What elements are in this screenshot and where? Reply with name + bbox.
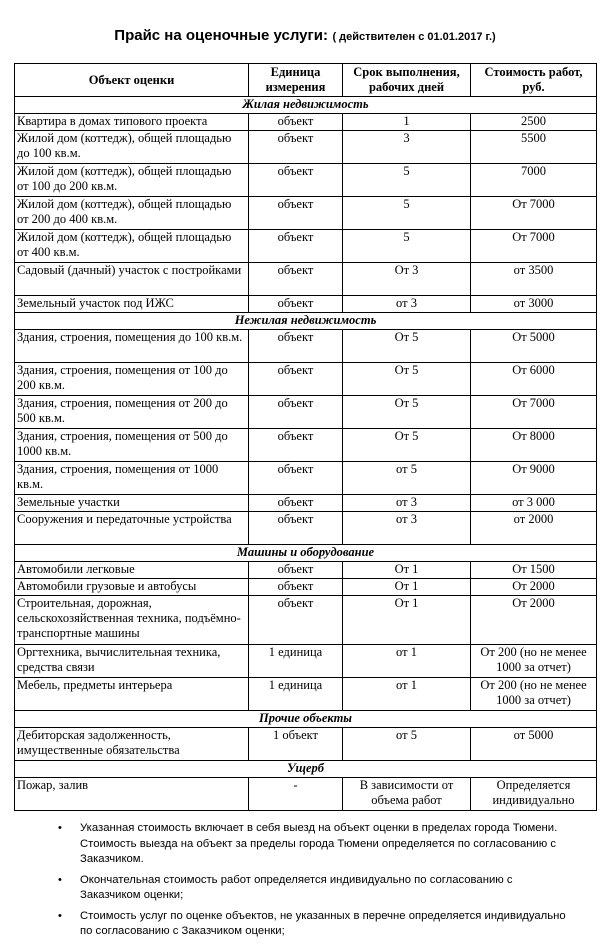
- cell-price: от 3500: [471, 263, 597, 296]
- cell-term: От 1: [343, 579, 471, 596]
- table-row: [15, 230, 597, 263]
- header-unit: Единица измерения: [249, 64, 343, 97]
- cell-unit: объект: [249, 330, 343, 363]
- cell-term: От 1: [343, 562, 471, 579]
- cell-unit: объект: [249, 462, 343, 495]
- cell-object: Автомобили грузовые и автобусы: [15, 579, 249, 596]
- cell-object: Здания, строения, помещения до 100 кв.м.: [15, 330, 249, 363]
- note-item: [56, 821, 576, 868]
- table-row: [15, 197, 597, 230]
- cell-unit: объект: [249, 263, 343, 296]
- note-text: Стоимость услуг по оценке объектов, не указанных в перечне определяется индивидуально по согласованию с Заказчиком оценки;: [80, 909, 566, 937]
- cell-price: От 200 (но не менее 1000 за отчет): [471, 678, 597, 711]
- table-row: [15, 778, 597, 811]
- table-row: [15, 596, 597, 645]
- table-row: [15, 363, 597, 396]
- cell-unit: объект: [249, 596, 343, 645]
- cell-price: От 9000: [471, 462, 597, 495]
- cell-term: В зависимости от объема работ: [343, 778, 471, 811]
- note-item: [56, 909, 576, 940]
- cell-term: от 3: [343, 296, 471, 313]
- table-row: [15, 164, 597, 197]
- cell-unit: объект: [249, 164, 343, 197]
- note-text: Окончательная стоимость работ определяется индивидуально по согласованию с Заказчиком оценки;: [80, 873, 513, 901]
- cell-term: от 1: [343, 645, 471, 678]
- table-row: [15, 462, 597, 495]
- cell-price: От 2000: [471, 596, 597, 645]
- header-row: [15, 64, 597, 97]
- table-row: [15, 296, 597, 313]
- notes-list: [56, 821, 576, 945]
- cell-object: Жилой дом (коттедж), общей площадью от 100 до 200 кв.м.: [15, 164, 249, 197]
- table-row: [15, 114, 597, 131]
- section-row: [15, 545, 597, 562]
- cell-object: Земельный участок под ИЖС: [15, 296, 249, 313]
- cell-term: от 3: [343, 495, 471, 512]
- cell-term: от 3: [343, 512, 471, 545]
- cell-object: Здания, строения, помещения от 1000 кв.м.: [15, 462, 249, 495]
- cell-term: От 3: [343, 263, 471, 296]
- bullet-icon: •: [58, 909, 62, 922]
- cell-term: от 1: [343, 678, 471, 711]
- cell-object: Садовый (дачный) участок с постройками: [15, 263, 249, 296]
- cell-unit: объект: [249, 495, 343, 512]
- cell-unit: -: [249, 778, 343, 811]
- cell-price: От 7000: [471, 230, 597, 263]
- cell-object: Квартира в домах типового проекта: [15, 114, 249, 131]
- cell-unit: объект: [249, 230, 343, 263]
- cell-unit: объект: [249, 562, 343, 579]
- cell-term: 5: [343, 230, 471, 263]
- cell-object: Мебель, предметы интерьера: [15, 678, 249, 711]
- cell-unit: 1 объект: [249, 728, 343, 761]
- cell-price: От 8000: [471, 429, 597, 462]
- cell-unit: объект: [249, 396, 343, 429]
- note-item: [56, 873, 576, 904]
- section-row: [15, 313, 597, 330]
- section-title: Нежилая недвижимость: [15, 313, 597, 330]
- table-row: [15, 512, 597, 545]
- cell-term: От 5: [343, 429, 471, 462]
- section-row: [15, 711, 597, 728]
- table-row: [15, 330, 597, 363]
- table-row: [15, 263, 597, 296]
- cell-price: От 7000: [471, 396, 597, 429]
- cell-price: От 1500: [471, 562, 597, 579]
- header-price: Стоимость работ, руб.: [471, 64, 597, 97]
- cell-price: от 3000: [471, 296, 597, 313]
- title-main: Прайс на оценочные услуги:: [114, 27, 328, 44]
- section-title: Ущерб: [15, 761, 597, 778]
- table-row: [15, 429, 597, 462]
- cell-price: 5500: [471, 131, 597, 164]
- header-term: Срок выполнения, рабочих дней: [343, 64, 471, 97]
- cell-price: Определяется индивидуально: [471, 778, 597, 811]
- cell-object: Жилой дом (коттедж), общей площадью от 400 кв.м.: [15, 230, 249, 263]
- cell-term: От 5: [343, 330, 471, 363]
- cell-unit: объект: [249, 579, 343, 596]
- cell-object: Земельные участки: [15, 495, 249, 512]
- cell-object: Жилой дом (коттедж), общей площадью от 200 до 400 кв.м.: [15, 197, 249, 230]
- table-row: [15, 678, 597, 711]
- cell-price: от 2000: [471, 512, 597, 545]
- cell-term: от 5: [343, 462, 471, 495]
- section-title: Жилая недвижимость: [15, 97, 597, 114]
- cell-price: от 5000: [471, 728, 597, 761]
- section-title: Прочие объекты: [15, 711, 597, 728]
- price-table: [14, 63, 597, 811]
- cell-term: от 5: [343, 728, 471, 761]
- cell-unit: объект: [249, 114, 343, 131]
- page-title: [0, 27, 610, 45]
- table-row: [15, 396, 597, 429]
- cell-price: От 5000: [471, 330, 597, 363]
- cell-unit: объект: [249, 197, 343, 230]
- cell-unit: 1 единица: [249, 645, 343, 678]
- cell-price: От 6000: [471, 363, 597, 396]
- cell-price: От 2000: [471, 579, 597, 596]
- cell-unit: объект: [249, 296, 343, 313]
- cell-unit: объект: [249, 429, 343, 462]
- table-row: [15, 495, 597, 512]
- header-object: Объект оценки: [15, 64, 249, 97]
- bullet-icon: •: [58, 822, 62, 834]
- section-row: [15, 761, 597, 778]
- cell-price: От 7000: [471, 197, 597, 230]
- table-row: [15, 645, 597, 678]
- table-row: [15, 131, 597, 164]
- table-row: [15, 728, 597, 761]
- cell-price: От 200 (но не менее 1000 за отчет): [471, 645, 597, 678]
- cell-unit: объект: [249, 363, 343, 396]
- cell-object: Жилой дом (коттедж), общей площадью до 100 кв.м.: [15, 131, 249, 164]
- cell-object: Оргтехника, вычислительная техника, средства связи: [15, 645, 249, 678]
- cell-price: от 3 000: [471, 495, 597, 512]
- cell-object: Здания, строения, помещения от 500 до 1000 кв.м.: [15, 429, 249, 462]
- cell-object: Сооружения и передаточные устройства: [15, 512, 249, 545]
- cell-object: Дебиторская задолженность, имущественные обязательства: [15, 728, 249, 761]
- table-row: [15, 579, 597, 596]
- cell-object: Здания, строения, помещения от 100 до 200 кв.м.: [15, 363, 249, 396]
- title-validity: ( действителен с 01.01.2017 г.): [332, 31, 496, 43]
- cell-term: От 5: [343, 363, 471, 396]
- cell-object: Здания, строения, помещения от 200 до 500 кв.м.: [15, 396, 249, 429]
- cell-term: 3: [343, 131, 471, 164]
- price-table-body: [15, 97, 597, 811]
- cell-object: Строительная, дорожная, сельскохозяйственная техника, подъёмно-транспортные машины: [15, 596, 249, 645]
- cell-unit: объект: [249, 131, 343, 164]
- cell-term: От 1: [343, 596, 471, 645]
- bullet-icon: •: [58, 873, 62, 886]
- cell-object: Автомобили легковые: [15, 562, 249, 579]
- cell-price: 7000: [471, 164, 597, 197]
- cell-term: 1: [343, 114, 471, 131]
- note-text: Указанная стоимость включает в себя выезд на объект оценки в пределах города Тюмени. Стоимость выезда на объект за пределы города Тюмени определяется по согласованию с Заказчиком.: [80, 822, 558, 865]
- cell-unit: 1 единица: [249, 678, 343, 711]
- cell-term: От 5: [343, 396, 471, 429]
- cell-term: 5: [343, 164, 471, 197]
- cell-price: 2500: [471, 114, 597, 131]
- cell-term: 5: [343, 197, 471, 230]
- section-row: [15, 97, 597, 114]
- section-title: Машины и оборудование: [15, 545, 597, 562]
- cell-unit: объект: [249, 512, 343, 545]
- table-row: [15, 562, 597, 579]
- cell-object: Пожар, залив: [15, 778, 249, 811]
